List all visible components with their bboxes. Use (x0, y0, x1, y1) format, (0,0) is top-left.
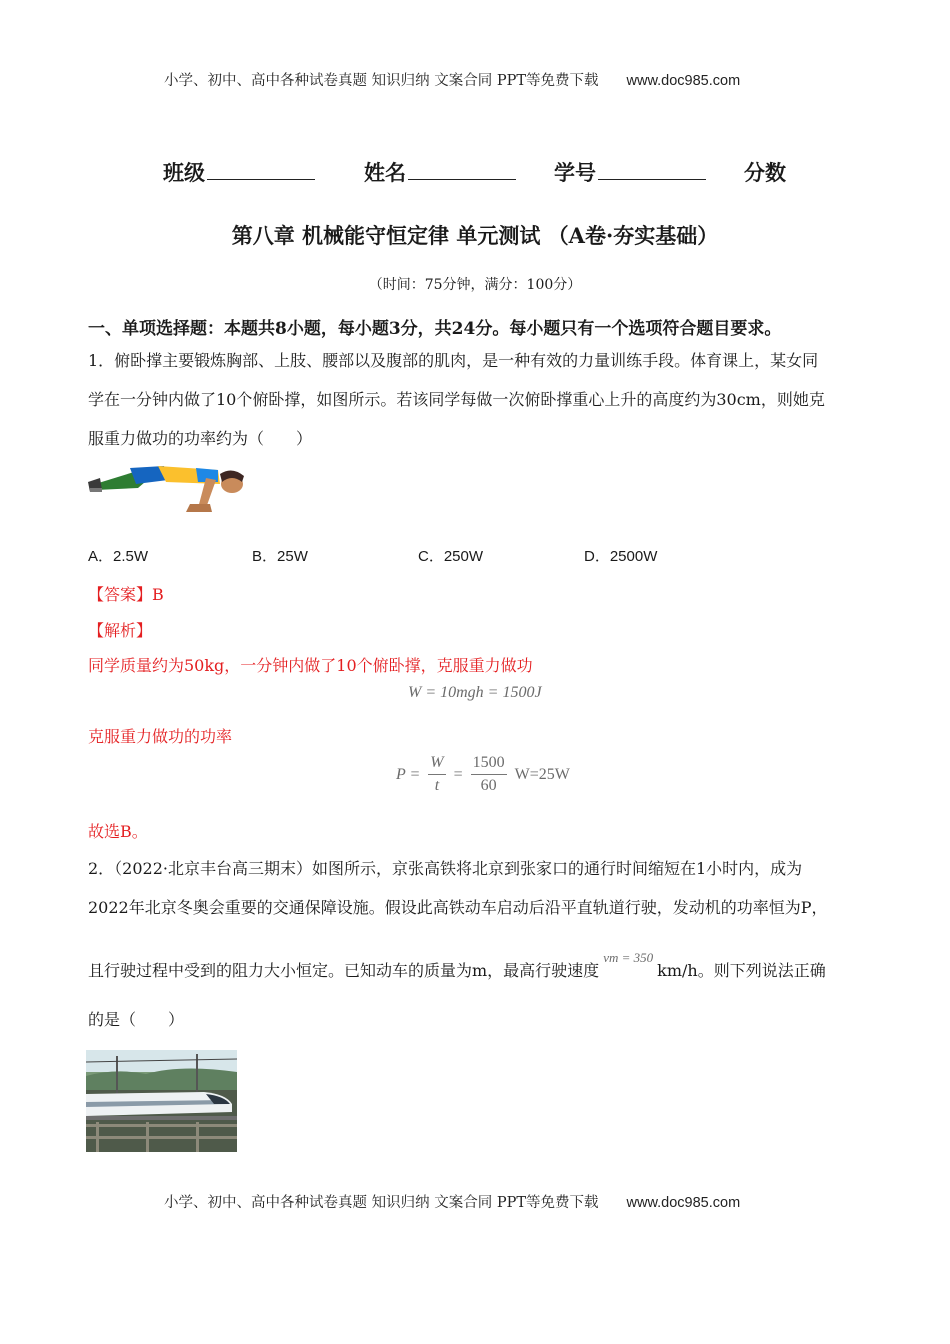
score-field (744, 157, 786, 187)
q1-analysis-2: 克服重力做功的功率 (88, 727, 233, 746)
formula2-f1-den: t (434, 777, 440, 794)
train-image (86, 1050, 237, 1152)
header-text: 小学、初中、高中各种试卷真题 知识归纳 文案合同 PPT等免费下载 (164, 73, 599, 89)
number-field (554, 157, 706, 187)
number-blank (598, 159, 706, 180)
q1-conclusion: 故选B。 (88, 822, 148, 841)
class-blank (207, 159, 315, 180)
q2-line-2: 2022年北京冬奥会重要的交通保障设施。假设此高铁动车启动后沿平直轨道行驶，发动机的功率恒为P， (88, 898, 828, 917)
formula2-f2-num: 1500 (471, 752, 507, 775)
page-title: 第八章 机械能守恒定律 单元测试 （A卷·夯实基础） (231, 223, 719, 248)
name-label: 姓名 (364, 160, 406, 185)
q1-line-1: 1．俯卧撑主要锻炼胸部、上肢、腰部以及腹部的肌肉，是一种有效的力量训练手段。体育课上，某女同 (88, 351, 819, 370)
page-header (164, 69, 740, 90)
pushup-image (86, 460, 248, 522)
q1-analysis-1: 同学质量约为50kg，一分钟内做了10个俯卧撑，克服重力做功 (88, 656, 533, 675)
formula2-lhs: P = (396, 765, 421, 783)
q1-option-a: A．2.5W (88, 548, 149, 565)
q2-line-3a: 且行驶过程中受到的阻力大小恒定。已知动车的质量为m，最高行驶速度 (88, 961, 600, 980)
q1-option-b: B．25W (252, 548, 308, 565)
class-label: 班级 (163, 160, 205, 185)
q1-line-2: 学在一分钟内做了10个俯卧撑，如图所示。若该同学每做一次俯卧撑重心上升的高度约为30cm，则她克 (88, 390, 825, 409)
q2-line-3b: km/h。则下列说法正确 (657, 961, 826, 980)
page-subtitle: （时间：75分钟，满分：100分） (368, 277, 582, 293)
footer-site: www.doc985.com (626, 1195, 741, 1211)
q1-option-d: D．2500W (584, 548, 658, 565)
formula2-fraction-1 (428, 752, 445, 797)
formula2-f2-den: 60 (480, 777, 497, 794)
name-blank (408, 159, 516, 180)
footer-text: 小学、初中、高中各种试卷真题 知识归纳 文案合同 PPT等免费下载 (164, 1195, 599, 1211)
header-site: www.doc985.com (626, 73, 741, 89)
q1-line-3: 服重力做功的功率约为（ ） (88, 429, 313, 448)
formula2-f1-num: W (428, 752, 445, 775)
q1-analysis-label: 【解析】 (88, 621, 153, 640)
number-label: 学号 (554, 160, 596, 185)
name-field (364, 157, 516, 187)
section-heading: 一、单项选择题：本题共8小题，每小题3分，共24分。每小题只有一个选项符合题目要求。 (88, 319, 782, 339)
q2-line-1: 2．（2022·北京丰台高三期末）如图所示，京张高铁将北京到张家口的通行时间缩短在1小时内，成为 (88, 859, 803, 878)
formula2-rhs: W=25W (514, 765, 570, 783)
q1-formula-2 (396, 752, 570, 797)
class-field (163, 157, 315, 187)
score-label: 分数 (744, 160, 786, 185)
page-footer (164, 1191, 740, 1212)
q1-option-c: C．250W (418, 548, 484, 565)
q1-formula-1: W = 10mgh = 1500J (408, 684, 542, 701)
formula2-fraction-2 (471, 752, 507, 797)
q2-line-3 (88, 950, 826, 981)
q1-answer: 【答案】B (88, 585, 164, 604)
q2-line-4: 的是（ ） (88, 1010, 185, 1029)
formula2-eq: = (453, 765, 463, 783)
q2-vm-formula: vm = 350 (603, 950, 654, 965)
